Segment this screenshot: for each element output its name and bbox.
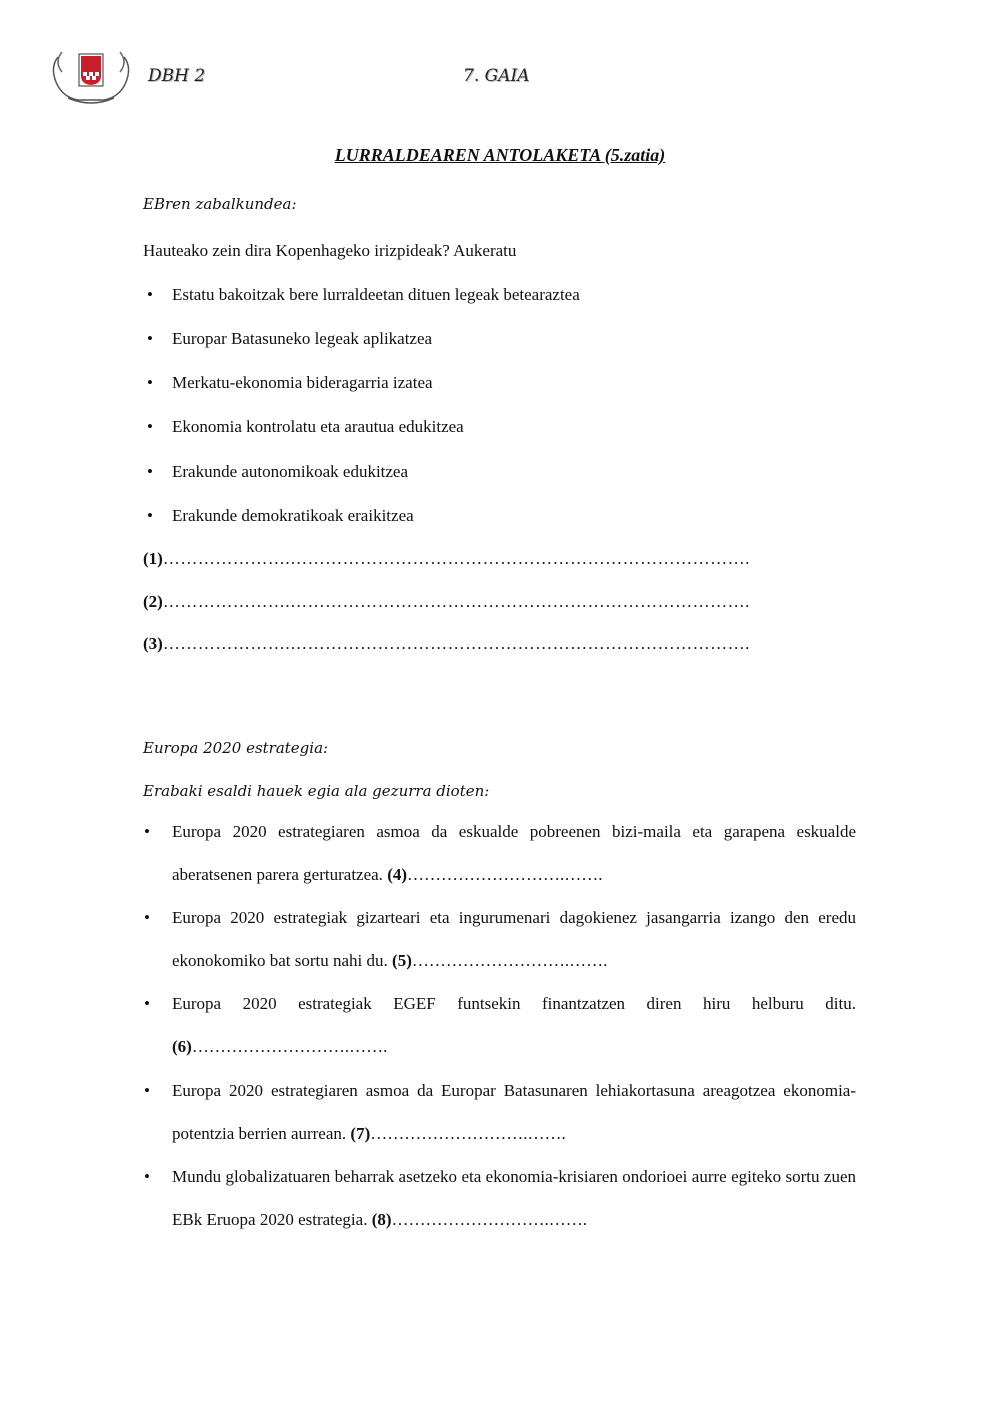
- answer-blank-2[interactable]: ………………….…………………………………………………………………….: [162, 592, 750, 611]
- section-heading-europe-2020: Europa 2020 estrategia:: [143, 739, 329, 757]
- statement-text: Europa 2020 estrategiaren asmoa da eskualde pobreenen bizi-maila eta garapena eskualde aberatsenen parera gerturatzea.: [172, 822, 856, 884]
- unit-label: 7. GAIA: [463, 66, 530, 86]
- option-item: • Ekonomia kontrolatu eta arautua edukitzea: [172, 417, 464, 437]
- statement-label: (8): [371, 1210, 392, 1229]
- answer-line-1: [143, 549, 803, 569]
- answer-line-3: [143, 634, 803, 654]
- statement-text: Europa 2020 estrategiaren asmoa da Europar Batasunaren lehiakortasuna areagotzea ekonomia-potentzia berrien aurrean.: [172, 1081, 856, 1143]
- option-item: • Europar Batasuneko legeak aplikatzea: [172, 329, 432, 349]
- option-item: • Merkatu-ekonomia bideragarria izatea: [172, 373, 433, 393]
- answer-label: (3): [143, 634, 163, 653]
- answer-line-2: [143, 592, 803, 612]
- answer-blank-6[interactable]: ……………………….…….: [191, 1037, 388, 1056]
- statement-item: [172, 896, 856, 982]
- statement-text: Europa 2020 estrategiak gizarteari eta ingurumenari dagokienez jasangarria izango den eredu ekonokomiko bat sortu nahi du.: [172, 908, 856, 970]
- course-label: DBH 2: [148, 66, 206, 86]
- statement-item: [172, 982, 856, 1068]
- answer-blank-8[interactable]: ……………………….…….: [391, 1210, 588, 1229]
- answer-blank-5[interactable]: ……………………….…….: [411, 951, 608, 970]
- answer-blank-3[interactable]: ………………….…………………………………………………………………….: [162, 634, 750, 653]
- option-item: • Estatu bakoitzak bere lurraldeetan dituen legeak betearaztea: [172, 285, 580, 305]
- answer-blank-7[interactable]: ……………………….…….: [370, 1124, 566, 1143]
- statement-label: (7): [350, 1124, 371, 1143]
- statement-label: (6): [172, 1037, 192, 1056]
- section-heading-eu-enlargement: EBren zabalkundea:: [143, 195, 297, 213]
- statement-item: [172, 1069, 856, 1155]
- statement-item: [172, 810, 856, 896]
- statement-text: Mundu globalizatuaren beharrak asetzeko eta ekonomia-krisiaren ondorioei aurre egiteko sortu zuen EBk Eruopa 2020 estrategia.: [172, 1167, 856, 1229]
- statement-label: (4): [387, 865, 408, 884]
- question-text: Hauteako zein dira Kopenhageko irizpideak? Aukeratu: [143, 241, 517, 260]
- statement-text: Europa 2020 estrategiak EGEF funtsekin finantzatzen diren hiru helburu ditu.: [172, 994, 856, 1013]
- option-item: • Erakunde demokratikoak eraikitzea: [172, 506, 414, 526]
- answer-label: (1): [143, 549, 163, 568]
- school-crest-logo: [48, 42, 134, 106]
- page-title: LURRALDEAREN ANTOLAKETA (5.zatia): [334, 145, 666, 165]
- answer-blank-1[interactable]: ………………….…………………………………………………………………….: [162, 549, 750, 568]
- option-item: • Erakunde autonomikoak edukitzea: [172, 462, 408, 482]
- answer-label: (2): [143, 592, 163, 611]
- instruction-text: Erabaki esaldi hauek egia ala gezurra dioten:: [143, 782, 490, 800]
- statement-label: (5): [392, 951, 412, 970]
- answer-blank-4[interactable]: ……………………….…….: [407, 865, 603, 884]
- statement-item: [172, 1155, 856, 1241]
